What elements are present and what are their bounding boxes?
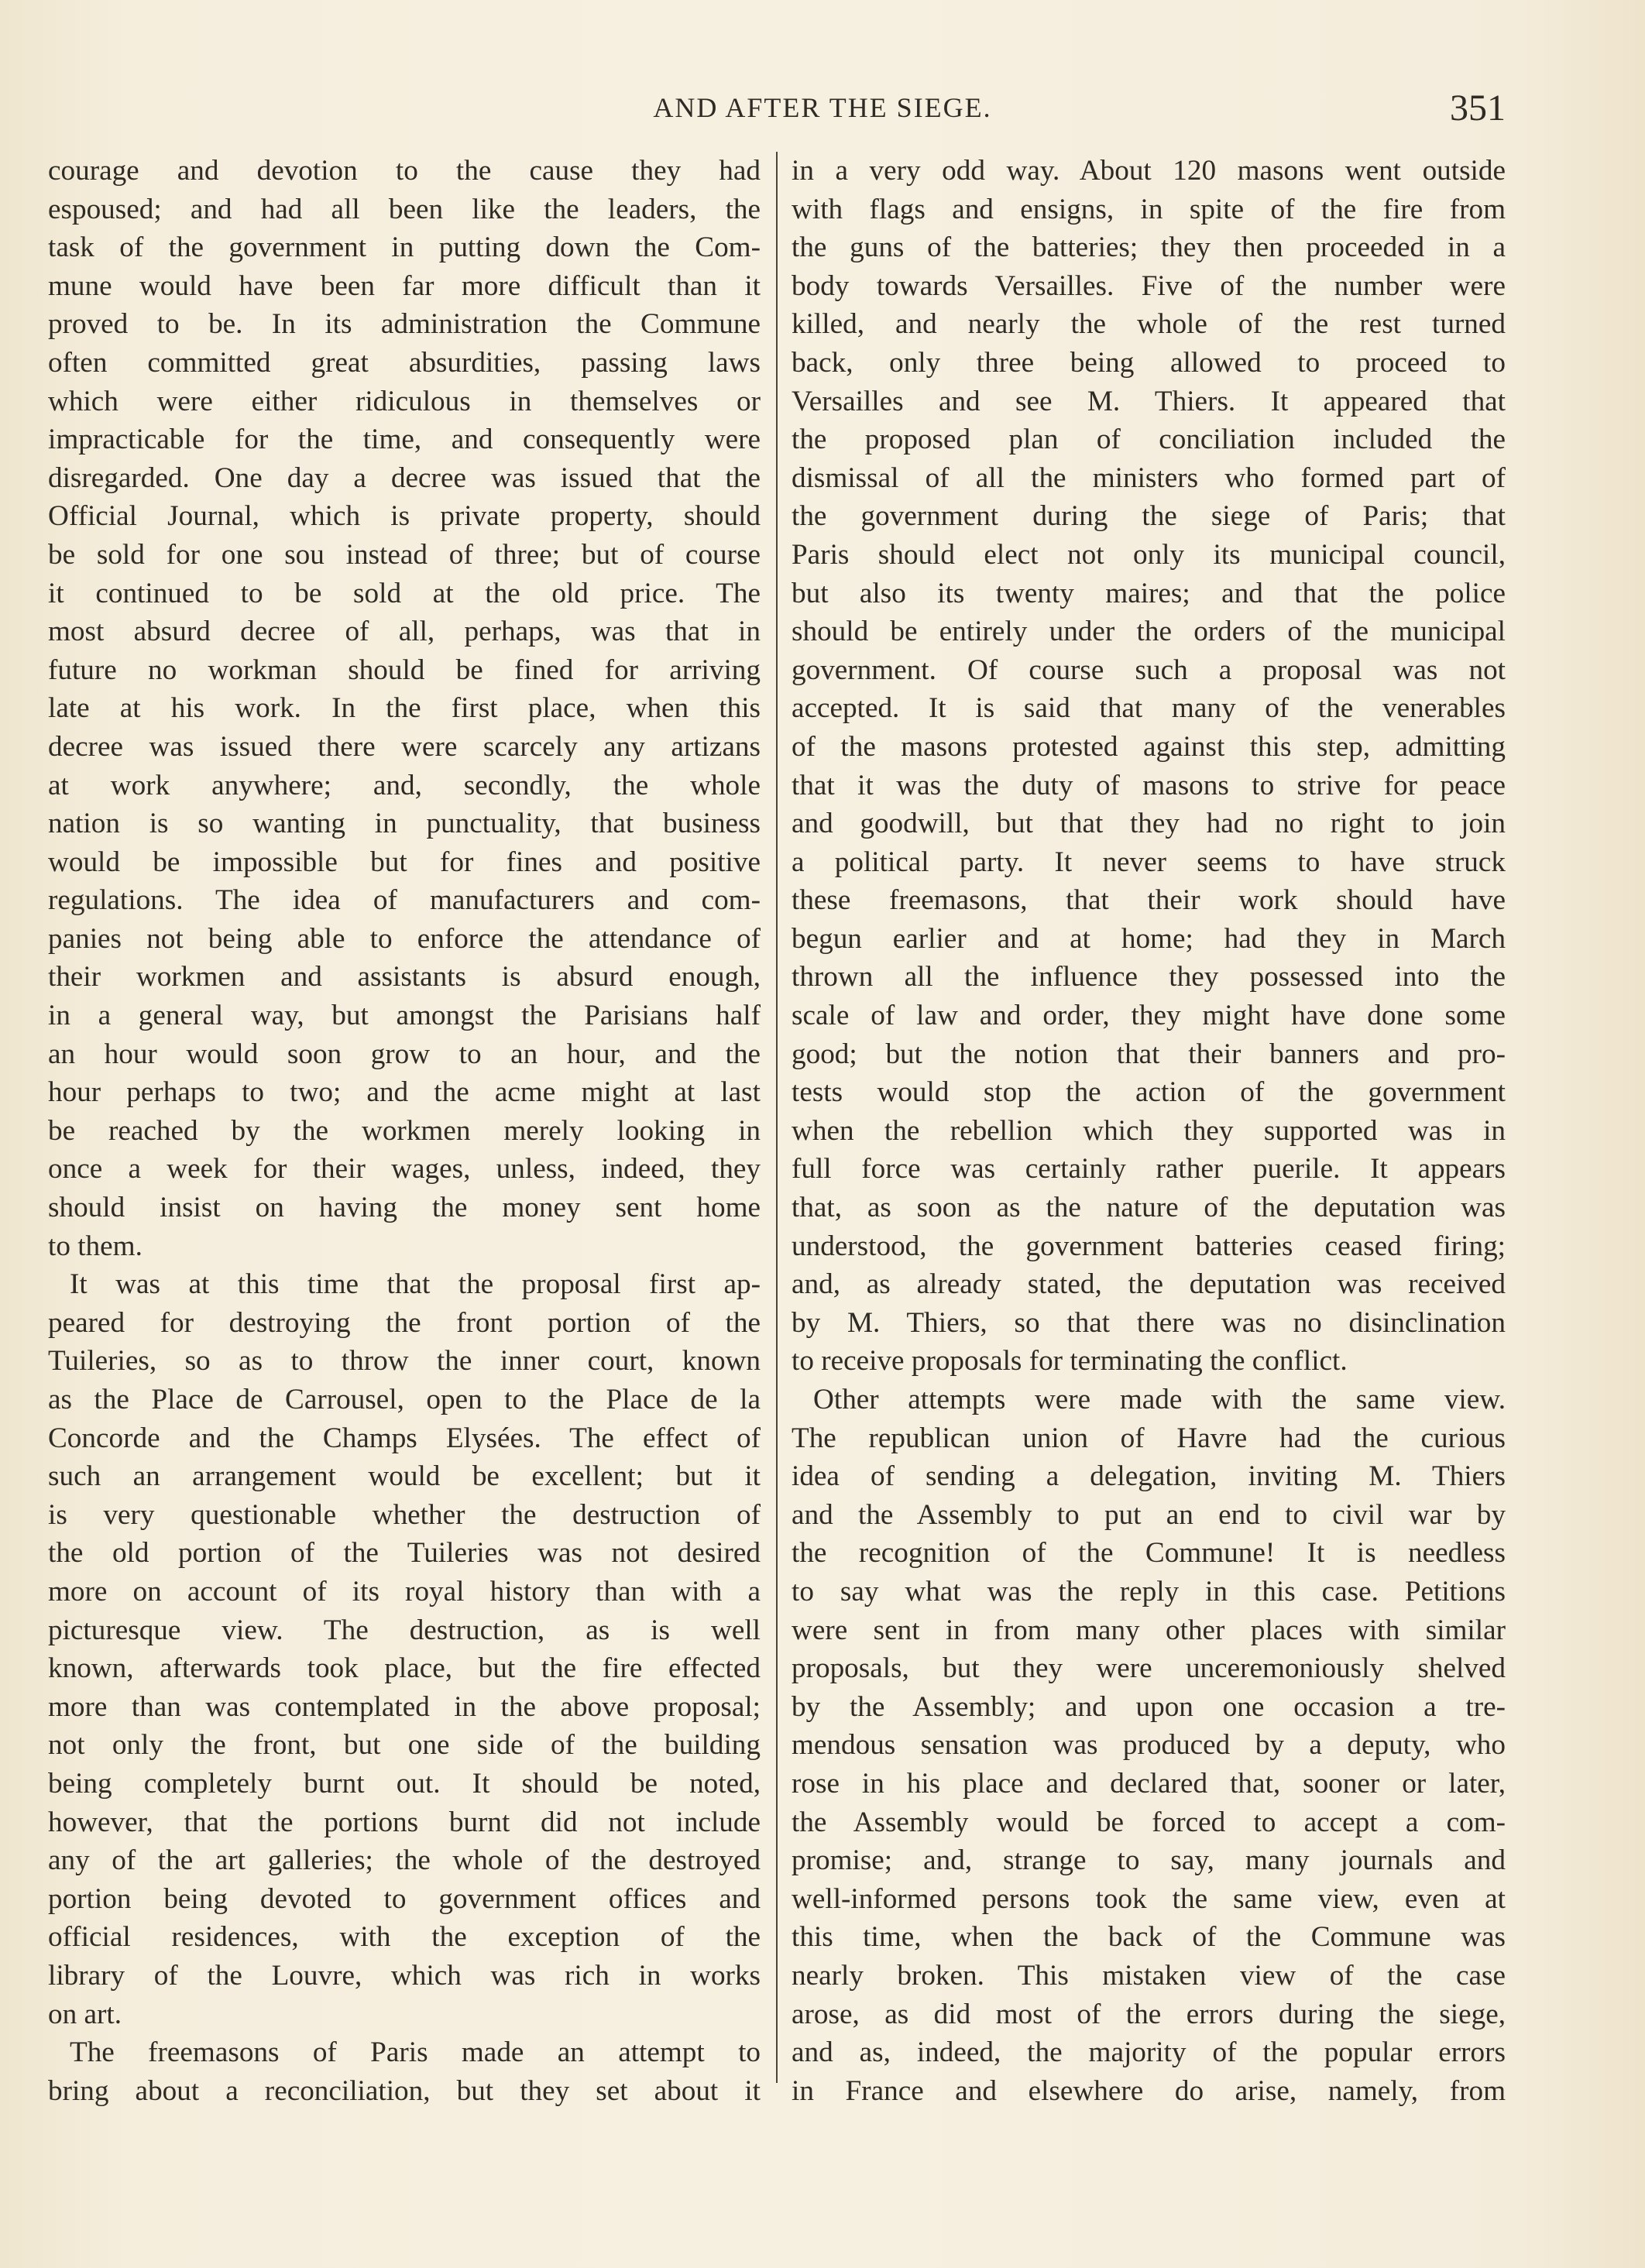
text-line: accepted. It is said that many of the venerables (792, 692, 1506, 725)
text-line: the old portion of the Tuileries was not desired (48, 1537, 761, 1570)
text-line: when the rebellion which they supported was in (792, 1114, 1506, 1147)
text-line: portion being devoted to government offices and (48, 1882, 761, 1915)
text-line: bring about a reconciliation, but they set about it (48, 2074, 761, 2107)
text-line: Paris should elect not only its municipal council, (792, 538, 1506, 571)
text-line: in a very odd way. About 120 masons went outside (792, 155, 1506, 187)
text-line: decree was issued there were scarcely any artizans (48, 730, 761, 763)
text-line: mendous sensation was produced by a deputy, who (792, 1729, 1506, 1762)
text-line: be reached by the workmen merely looking in (48, 1114, 761, 1147)
text-line: but also its twenty maires; and that the police (792, 577, 1506, 609)
text-line: to say what was the reply in this case. Petitions (792, 1575, 1506, 1608)
text-line: at work anywhere; and, secondly, the whole (48, 769, 761, 801)
text-line: that it was the duty of masons to strive for peace (792, 769, 1506, 801)
text-line: promise; and, strange to say, many journals and (792, 1844, 1506, 1877)
text-line: proposals, but they were unceremoniously shelved (792, 1652, 1506, 1685)
text-line: being completely burnt out. It should be noted, (48, 1767, 761, 1800)
text-line: as the Place de Carrousel, open to the Place de la (48, 1384, 761, 1415)
text-line: an hour would soon grow to an hour, and the (48, 1038, 761, 1070)
text-line: by M. Thiers, so that there was no disinclination (792, 1306, 1506, 1339)
text-line: the government during the siege of Paris; that (792, 500, 1506, 533)
text-line: picturesque view. The destruction, as is well (48, 1614, 761, 1646)
text-line: be sold for one sou instead of three; but of course (48, 538, 761, 571)
text-line: task of the government in putting down the Com- (48, 232, 761, 264)
text-line: not only the front, but one side of the building (48, 1729, 761, 1762)
text-line: library of the Louvre, which was rich in works (48, 1959, 761, 1992)
text-line: It was at this time that the proposal first ap- (70, 1268, 761, 1301)
text-line: regulations. The idea of manufacturers and com- (48, 884, 761, 917)
text-line: nation is so wanting in punctuality, that business (48, 808, 761, 840)
text-line: Versailles and see M. Thiers. It appeared that (792, 385, 1506, 417)
text-line: future no workman should be fined for arriving (48, 654, 761, 686)
text-line: however, that the portions burnt did not include (48, 1806, 761, 1838)
text-line: most absurd decree of all, perhaps, was that in (48, 616, 761, 648)
text-line: official residences, with the exception of the (48, 1921, 761, 1954)
text-line: scale of law and order, they might have done some (792, 1000, 1506, 1032)
text-line: Official Journal, which is private property, should (48, 500, 761, 533)
text-line: dismissal of all the ministers who formed part of (792, 461, 1506, 494)
text-line: well-informed persons took the same view, even at (792, 1882, 1506, 1915)
text-line: the guns of the batteries; they then proceeded in a (792, 232, 1506, 264)
text-line: the proposed plan of conciliation included the (792, 424, 1506, 456)
text-line: rose in his place and declared that, sooner or later, (792, 1767, 1506, 1800)
text-line: often committed great absurdities, passing laws (48, 346, 761, 379)
text-line: their workmen and assistants is absurd enough, (48, 961, 761, 993)
text-line: and as, indeed, the majority of the popular errors (792, 2036, 1506, 2069)
text-line: panies not being able to enforce the attendance of (48, 922, 761, 955)
text-line: mune would have been far more difficult than it (48, 269, 761, 302)
text-line: were sent in from many other places with similar (792, 1614, 1506, 1646)
text-line: begun earlier and at home; had they in March (792, 922, 1506, 955)
text-line: good; but the notion that their banners and pro- (792, 1038, 1506, 1070)
running-head (46, 87, 1599, 133)
text-line: back, only three being allowed to proceed to (792, 346, 1506, 379)
text-line: by the Assembly; and upon one occasion a tre- (792, 1690, 1506, 1723)
text-line: tests would stop the action of the government (792, 1076, 1506, 1109)
text-line: the recognition of the Commune! It is needless (792, 1537, 1506, 1570)
text-line: in a general way, but amongst the Parisians half (48, 1000, 761, 1032)
text-line: of the masons protested against this step, admitting (792, 730, 1506, 763)
text-line: with flags and ensigns, in spite of the fire from (792, 193, 1506, 225)
text-line: proved to be. In its administration the Commune (48, 308, 761, 341)
text-line: known, afterwards took place, but the fire effected (48, 1652, 761, 1685)
text-line: hour perhaps to two; and the acme might at last (48, 1076, 761, 1109)
text-line: is very questionable whether the destruction of (48, 1498, 761, 1531)
text-line: on art. (48, 1998, 122, 2030)
text-line: that, as soon as the nature of the deputation was (792, 1192, 1506, 1224)
text-line: such an arrangement would be excellent; but it (48, 1460, 761, 1493)
text-line: government. Of course such a proposal was not (792, 654, 1506, 686)
text-line: The freemasons of Paris made an attempt to (70, 2036, 761, 2069)
text-line: espoused; and had all been like the leaders, the (48, 193, 761, 225)
text-line: killed, and nearly the whole of the rest turned (792, 308, 1506, 341)
text-line: these freemasons, that their work should have (792, 884, 1506, 917)
right-column (792, 152, 1506, 2110)
text-line: once a week for their wages, unless, indeed, they (48, 1153, 761, 1185)
text-line: body towards Versailles. Five of the number were (792, 269, 1506, 302)
text-line: more on account of its royal history than with a (48, 1575, 761, 1608)
text-line: to receive proposals for terminating the conflict. (792, 1345, 1348, 1378)
text-line: full force was certainly rather puerile. It appears (792, 1153, 1506, 1185)
text-line: thrown all the influence they possessed into the (792, 961, 1506, 993)
text-line: in France and elsewhere do arise, namely, from (792, 2074, 1506, 2107)
text-line: should be entirely under the orders of the municipal (792, 616, 1506, 648)
text-line: understood, the government batteries ceased firing; (792, 1230, 1506, 1262)
running-title: AND AFTER THE SIEGE. (653, 92, 992, 123)
text-line: nearly broken. This mistaken view of the case (792, 1959, 1506, 1992)
text-line: peared for destroying the front portion of the (48, 1306, 761, 1339)
text-line: to them. (48, 1230, 143, 1262)
text-line: and, as already stated, the deputation was received (792, 1268, 1506, 1301)
text-line: it continued to be sold at the old price. The (48, 577, 761, 609)
text-line: Concorde and the Champs Elysées. The effect of (48, 1422, 761, 1454)
text-line: any of the art galleries; the whole of the destroyed (48, 1844, 761, 1877)
text-line: the Assembly would be forced to accept a com- (792, 1806, 1506, 1838)
text-line: this time, when the back of the Commune was (792, 1921, 1506, 1954)
text-line: Other attempts were made with the same view. (813, 1384, 1506, 1415)
text-line: Tuileries, so as to throw the inner court, known (48, 1345, 761, 1378)
left-column (48, 152, 761, 2110)
column-divider (776, 152, 778, 2083)
text-line: The republican union of Havre had the curious (792, 1422, 1506, 1454)
text-line: which were either ridiculous in themselves or (48, 385, 761, 417)
text-line: more than was contemplated in the above proposal; (48, 1690, 761, 1723)
text-line: arose, as did most of the errors during the siege, (792, 1998, 1506, 2030)
text-line: and goodwill, but that they had no right to join (792, 808, 1506, 840)
text-line: courage and devotion to the cause they had (48, 155, 761, 187)
text-line: would be impossible but for fines and positive (48, 846, 761, 878)
text-line: should insist on having the money sent home (48, 1192, 761, 1224)
text-line: late at his work. In the first place, when this (48, 692, 761, 725)
text-line: idea of sending a delegation, inviting M. Thiers (792, 1460, 1506, 1493)
text-line: disregarded. One day a decree was issued that the (48, 461, 761, 494)
text-line: impracticable for the time, and consequently were (48, 424, 761, 456)
text-line: a political party. It never seems to have struck (792, 846, 1506, 878)
page-number: 351 (1450, 87, 1506, 129)
text-line: and the Assembly to put an end to civil war by (792, 1498, 1506, 1531)
